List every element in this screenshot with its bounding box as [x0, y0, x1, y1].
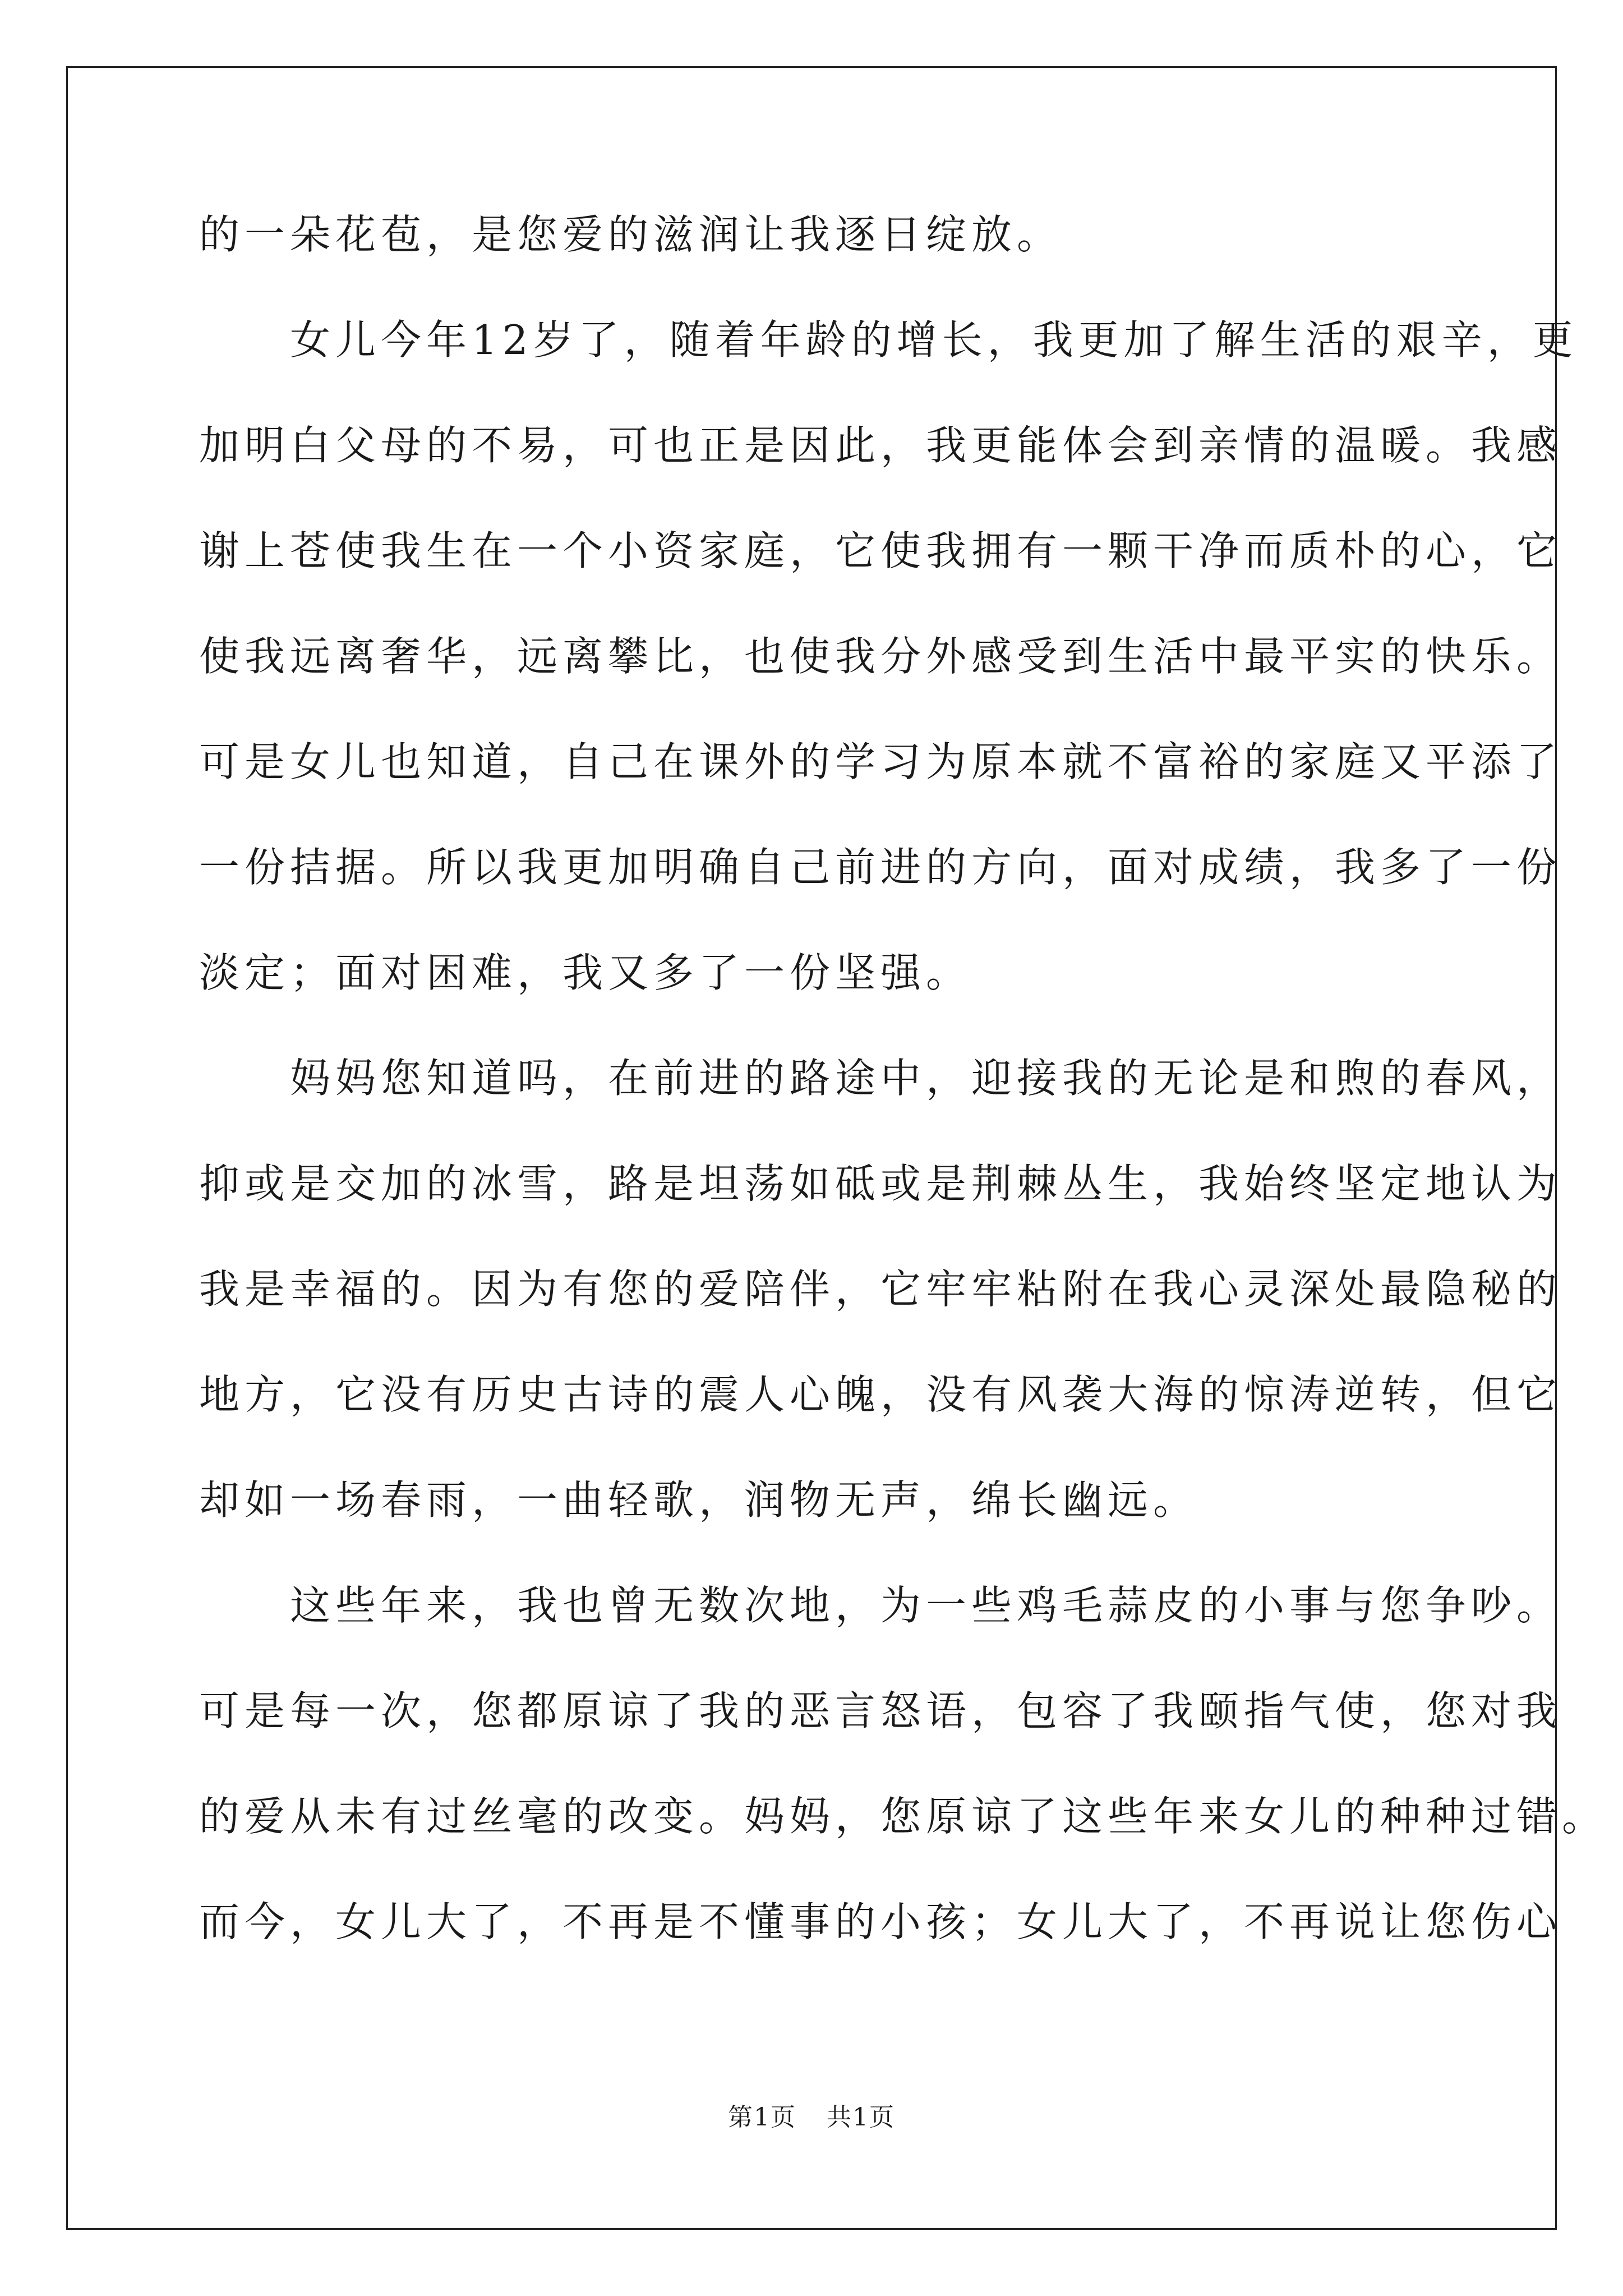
text-line: 我是幸福的。因为有您的爱陪伴，它牢牢粘附在我心灵深处最隐秘的	[199, 1266, 1562, 1313]
text-line: 这些年来，我也曾无数次地，为一些鸡毛蒜皮的小事与您争吵。	[199, 1582, 1562, 1629]
page-number-current: 第1页	[728, 2103, 796, 2132]
text-line: 的一朵花苞，是您爱的滋润让我逐日绽放。	[199, 211, 1063, 258]
text-line: 谢上苍使我生在一个小资家庭，它使我拥有一颗干净而质朴的心，它	[199, 527, 1562, 574]
text-line: 却如一场春雨，一曲轻歌，润物无声，绵长幽远。	[199, 1476, 1199, 1524]
text-line: 可是每一次，您都原谅了我的恶言怒语，包容了我颐指气使，您对我	[199, 1687, 1562, 1734]
text-line: 一份拮据。所以我更加明确自己前进的方向，面对成绩，我多了一份	[199, 844, 1562, 891]
page-footer	[0, 2101, 1623, 2134]
text-line: 可是女儿也知道，自己在课外的学习为原本就不富裕的家庭又平添了	[199, 738, 1562, 785]
text-line: 使我远离奢华，远离攀比，也使我分外感受到生活中最平实的快乐。	[199, 633, 1562, 680]
text-line: 妈妈您知道吗，在前进的路途中，迎接我的无论是和煦的春风，	[199, 1055, 1562, 1102]
text-line: 而今，女儿大了，不再是不懂事的小孩；女儿大了，不再说让您伤心	[199, 1898, 1562, 1945]
text-line: 抑或是交加的冰雪，路是坦荡如砥或是荆棘丛生，我始终坚定地认为	[199, 1160, 1562, 1207]
text-line: 的爱从未有过丝毫的改变。妈妈，您原谅了这些年来女儿的种种过错。	[199, 1793, 1608, 1840]
text-line: 加明白父母的不易，可也正是因此，我更能体会到亲情的温暖。我感	[199, 422, 1562, 469]
text-line: 淡定；面对困难，我又多了一份坚强。	[199, 949, 972, 996]
page-number-total: 共1页	[827, 2103, 895, 2132]
text-line: 女儿今年12岁了，随着年龄的增长，我更加了解生活的艰辛，更	[199, 316, 1578, 364]
text-line: 地方，它没有历史古诗的震人心魄，没有风袭大海的惊涛逆转，但它	[199, 1371, 1562, 1418]
